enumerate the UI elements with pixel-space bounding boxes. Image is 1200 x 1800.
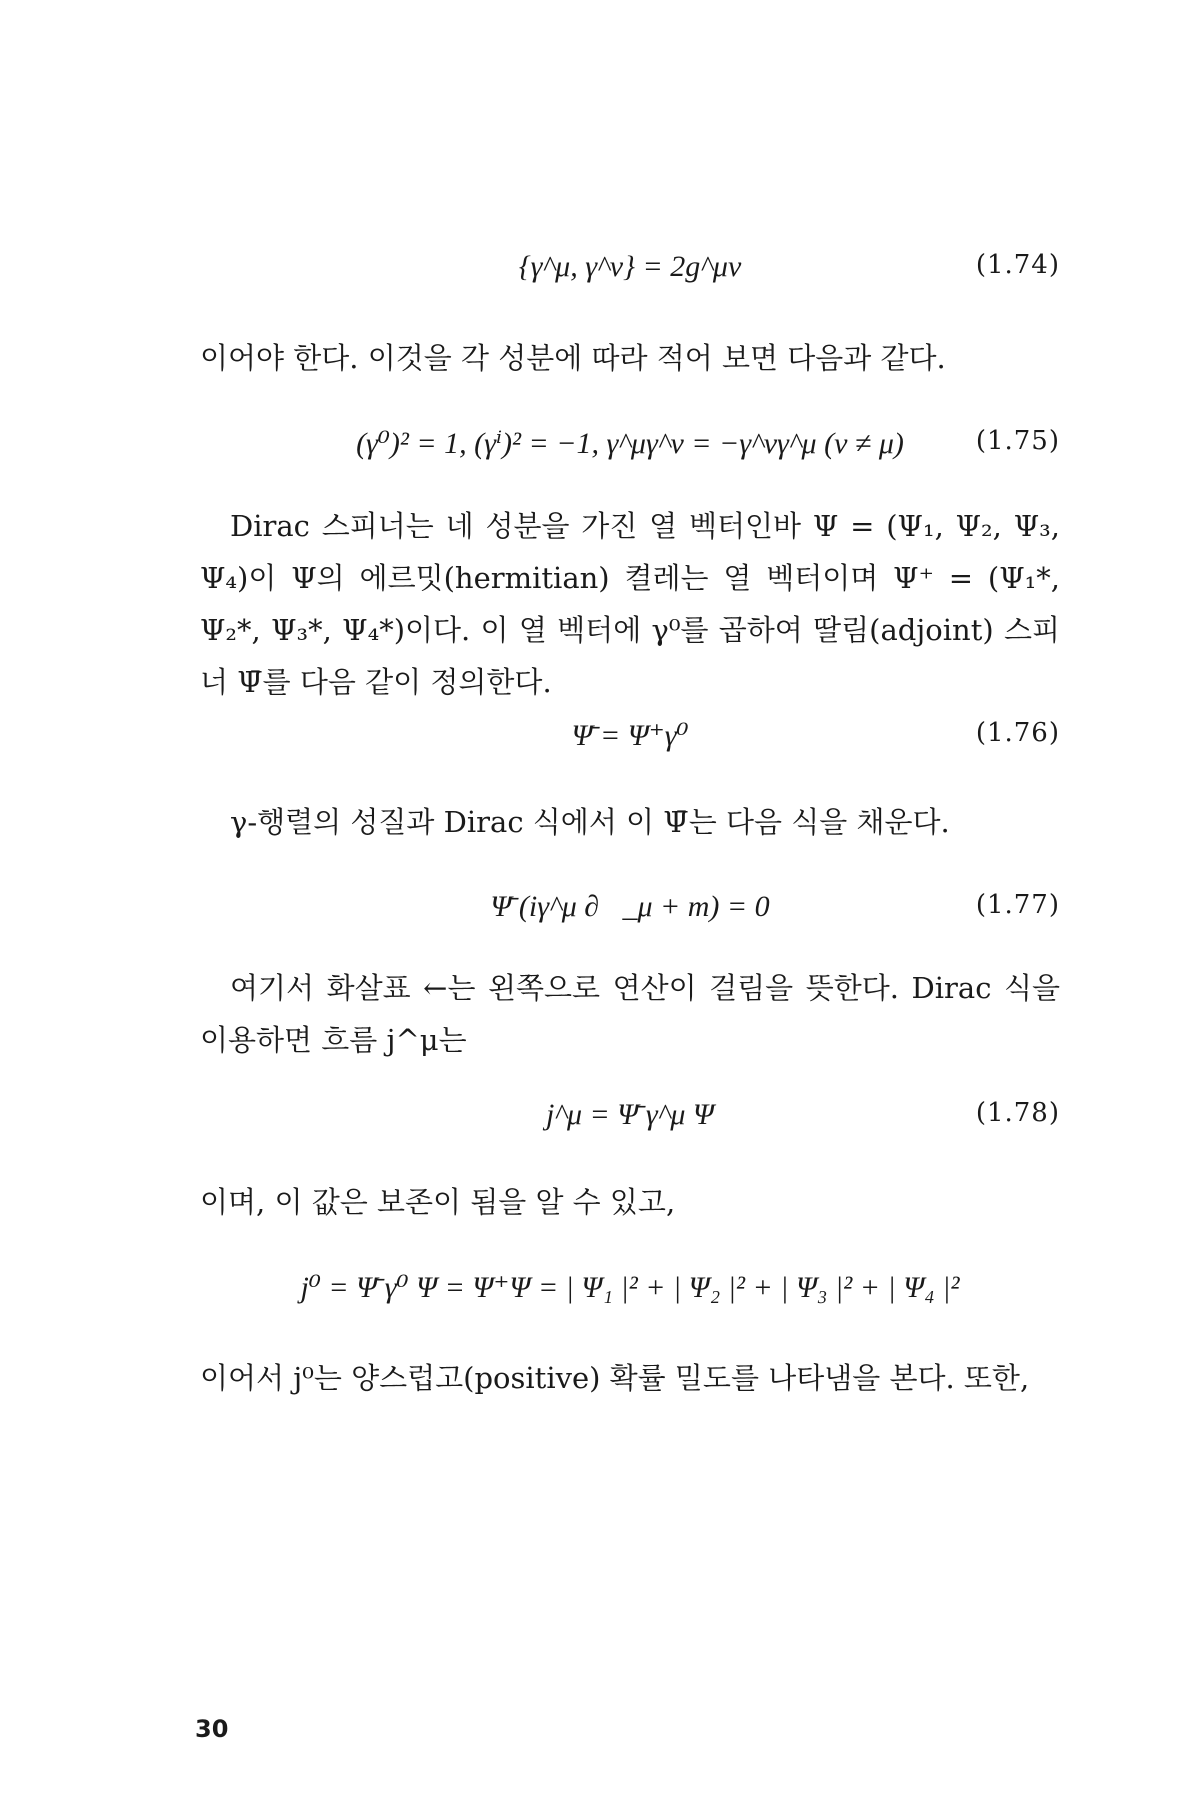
paragraph bbox=[200, 1352, 1060, 1404]
paragraph-text: 이어서 j⁰는 양스럽고(positive) 확률 밀도를 나타냄을 본다. 또한, bbox=[200, 1361, 1030, 1395]
equation-expression: {γ^μ, γ^ν} = 2g^μν bbox=[518, 250, 742, 283]
paragraph-text: γ-행렬의 성질과 Dirac 식에서 이 Ψ̄는 다음 식을 채운다. bbox=[230, 805, 950, 839]
page-number: 30 bbox=[195, 1715, 229, 1743]
equation-number: (1.74) bbox=[975, 250, 1060, 280]
paragraph bbox=[200, 796, 1060, 848]
equation-number: (1.77) bbox=[975, 890, 1060, 920]
equation-expression: j^μ = Ψ̄ γ^μ Ψ bbox=[545, 1098, 715, 1131]
paragraph bbox=[200, 962, 1060, 1066]
equation-number: (1.75) bbox=[975, 426, 1060, 456]
equation-number: (1.78) bbox=[975, 1098, 1060, 1128]
paragraph bbox=[200, 500, 1060, 708]
paragraph bbox=[200, 1176, 1060, 1228]
paragraph bbox=[200, 332, 1060, 384]
equation-expression: j⁰ = Ψ̄ γ⁰ Ψ = Ψ⁺Ψ = | Ψ₁ |² + | Ψ₂ |² + | Ψ₃ |² + | Ψ₄ |² bbox=[300, 1271, 960, 1304]
paragraph-text: 이며, 이 값은 보존이 됨을 알 수 있고, bbox=[200, 1185, 676, 1219]
paragraph-text: Dirac 스피너는 네 성분을 가진 열 벡터인바 Ψ = (Ψ₁, Ψ₂, Ψ₃, Ψ₄)이 Ψ의 에르밋(hermitian) 켤레는 열 벡터이며 Ψ⁺ = (Ψ₁*, Ψ₂*, Ψ₃*, Ψ₄*)이다. 이 열 벡터에 γ⁰를 곱하여 딸림(adjoint) 스피너 Ψ̄를 다음 같이 정의한다. bbox=[200, 509, 1060, 699]
equation-expression: Ψ̄ = Ψ⁺γ⁰ bbox=[571, 719, 689, 752]
equation-expression: (γ⁰)² = 1, (γⁱ)² = −1, γ^μγ^ν = −γ^νγ^μ (ν ≠ μ) bbox=[356, 427, 904, 460]
paragraph-text: 이어야 한다. 이것을 각 성분에 따라 적어 보면 다음과 같다. bbox=[200, 341, 946, 375]
equation-number: (1.76) bbox=[975, 718, 1060, 748]
paragraph-text: 여기서 화살표 ←는 왼쪽으로 연산이 걸림을 뜻한다. Dirac 식을 이용하면 흐름 j^μ는 bbox=[200, 971, 1060, 1057]
equation-expression: Ψ̄ (iγ^μ ∂⃖_μ + m) = 0 bbox=[490, 890, 770, 923]
